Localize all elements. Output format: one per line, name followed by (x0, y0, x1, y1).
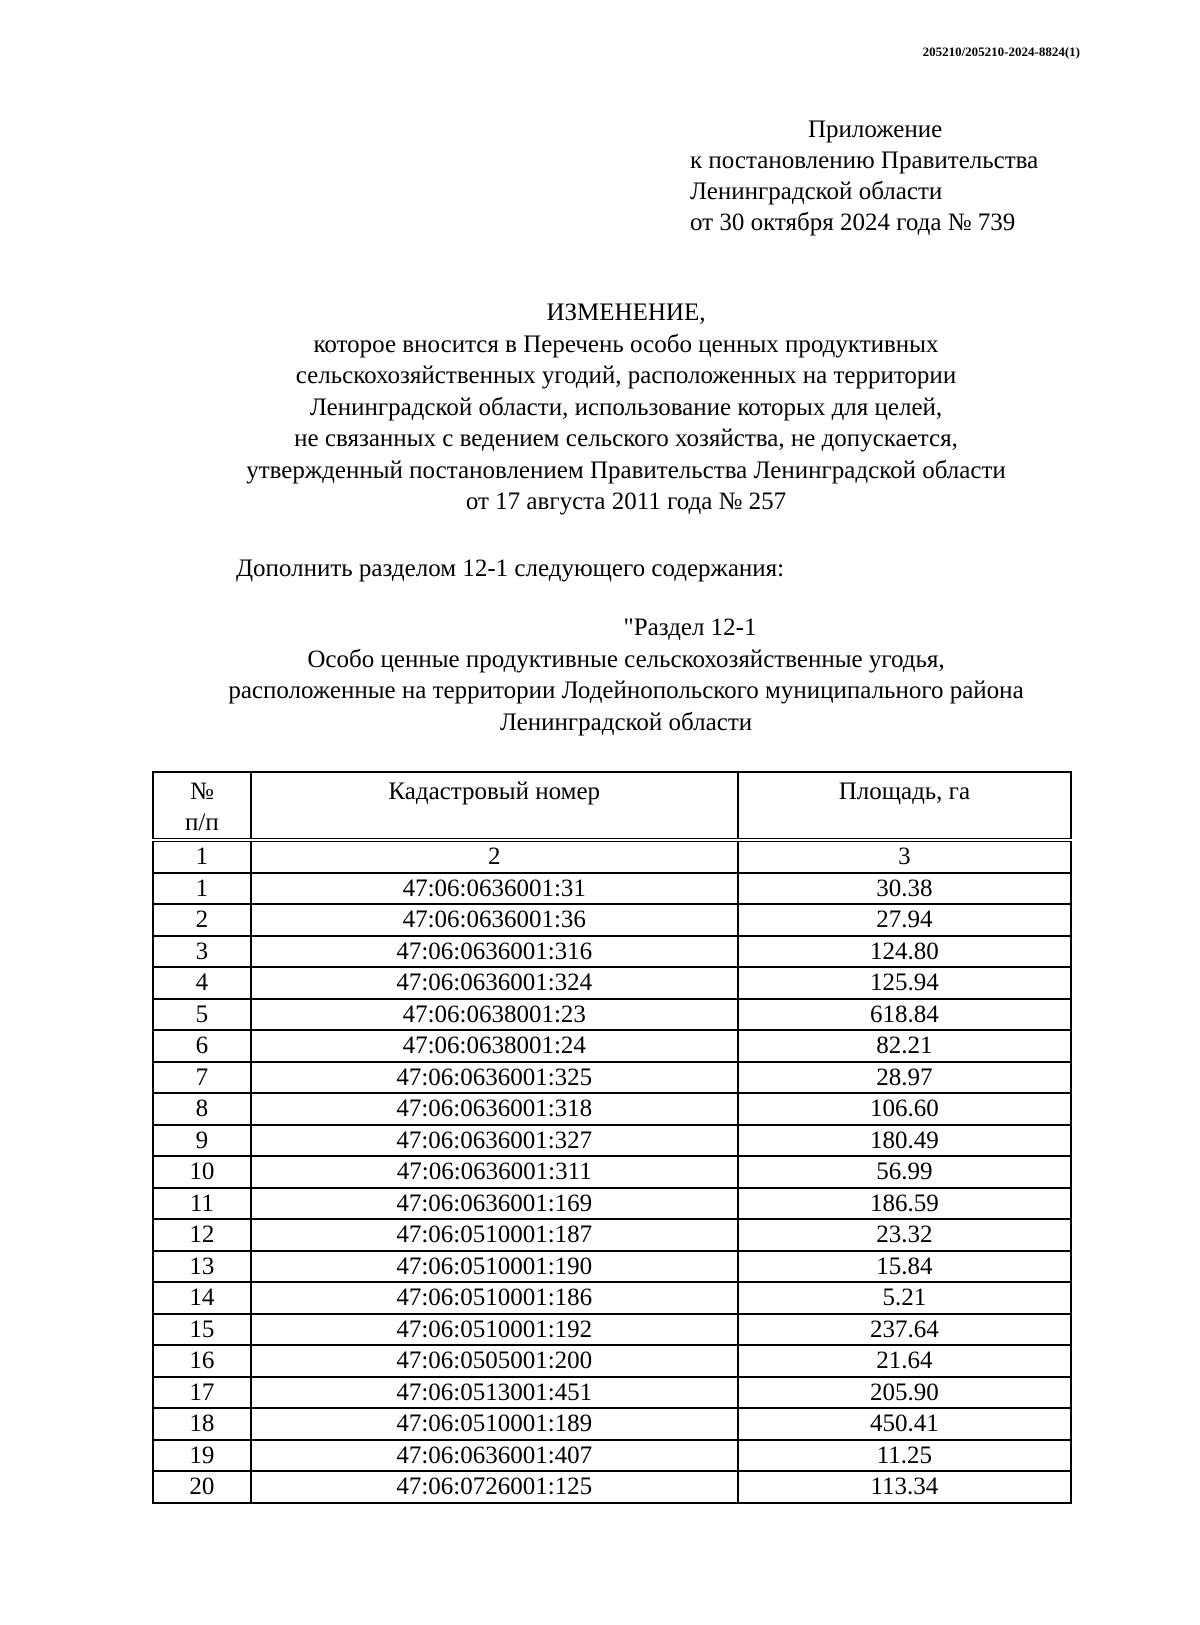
cell-number: 9 (153, 1125, 251, 1157)
table-row (153, 1251, 1071, 1283)
table-row (153, 1471, 1071, 1503)
title-line: от 17 августа 2011 года № 257 (465, 488, 787, 515)
title-line: сельскохозяйственных угодий, расположенных на территории (295, 362, 957, 389)
cell-area: 237.64 (738, 1314, 1071, 1346)
cell-cadastral: 47:06:0638001:23 (251, 999, 738, 1031)
cell-area: 124.80 (738, 936, 1071, 968)
cell-cadastral: 47:06:0513001:451 (251, 1377, 738, 1409)
appendix-header (690, 114, 1038, 238)
table-row (153, 1440, 1071, 1472)
cell-number: 8 (153, 1093, 251, 1125)
table-row (153, 1125, 1071, 1157)
cell-number: 7 (153, 1062, 251, 1094)
cell-number: 5 (153, 999, 251, 1031)
cell-cadastral: 47:06:0638001:24 (251, 1030, 738, 1062)
cell-number: 14 (153, 1282, 251, 1314)
cell-cadastral: 47:06:0636001:36 (251, 904, 738, 936)
cell-number: 12 (153, 1219, 251, 1251)
cell-cadastral: 47:06:0510001:190 (251, 1251, 738, 1283)
table-row (153, 1219, 1071, 1251)
cell-cadastral: 47:06:0636001:311 (251, 1156, 738, 1188)
cell-number: 18 (153, 1408, 251, 1440)
cell-number: 13 (153, 1251, 251, 1283)
cell-number: 16 (153, 1345, 251, 1377)
header-cadastral: Кадастровый номер (251, 772, 738, 840)
cell-area: 618.84 (738, 999, 1071, 1031)
header-area: Площадь, га (738, 772, 1071, 840)
cell-cadastral: 47:06:0636001:324 (251, 967, 738, 999)
table-row (153, 1314, 1071, 1346)
section-line: расположенные на территории Лодейнопольского муниципального района (228, 677, 1024, 704)
cell-number: 11 (153, 1188, 251, 1220)
cell-number: 3 (153, 936, 251, 968)
document-title (0, 297, 1200, 518)
title-line: не связанных с ведением сельского хозяйства, не допускается, (294, 425, 958, 452)
table-header-row (153, 772, 1071, 840)
appendix-line: от 30 октября 2024 года № 739 (690, 209, 1016, 236)
table-row (153, 1093, 1071, 1125)
table-row (153, 1188, 1071, 1220)
cell-cadastral: 47:06:0636001:169 (251, 1188, 738, 1220)
cell-number: 1 (153, 873, 251, 905)
body-paragraph: Дополнить разделом 12-1 следующего содержания: (236, 555, 785, 582)
cell-cadastral: 47:06:0636001:318 (251, 1093, 738, 1125)
cell-cadastral: 47:06:0726001:125 (251, 1471, 738, 1503)
cell-number: 2 (153, 904, 251, 936)
header-number (153, 772, 251, 840)
cell-area: 125.94 (738, 967, 1071, 999)
title-heading: ИЗМЕНЕНИЕ, (546, 299, 706, 326)
cell-cadastral: 47:06:0636001:325 (251, 1062, 738, 1094)
cell-area: 205.90 (738, 1377, 1071, 1409)
cell-cadastral: 47:06:0510001:192 (251, 1314, 738, 1346)
cell-area: 28.97 (738, 1062, 1071, 1094)
appendix-line: Приложение (808, 116, 943, 143)
cell-cadastral: 47:06:0636001:316 (251, 936, 738, 968)
column-number-row (153, 840, 1071, 873)
cell-area: 106.60 (738, 1093, 1071, 1125)
cell-area: 5.21 (738, 1282, 1071, 1314)
cell-cadastral: 47:06:0510001:189 (251, 1408, 738, 1440)
section-line: Особо ценные продуктивные сельскохозяйственные угодья, (307, 645, 945, 673)
table-row (153, 904, 1071, 936)
cell-number: 19 (153, 1440, 251, 1472)
cell-number: 17 (153, 1377, 251, 1409)
cell-area: 450.41 (738, 1408, 1071, 1440)
header-number-line: № (189, 778, 214, 805)
cell-area: 23.32 (738, 1219, 1071, 1251)
cell-cadastral: 47:06:0636001:31 (251, 873, 738, 905)
cell-cadastral: 47:06:0636001:407 (251, 1440, 738, 1472)
cell-cadastral: 47:06:0505001:200 (251, 1345, 738, 1377)
title-line: Ленинградской области, использование которых для целей, (309, 393, 943, 421)
section-heading (0, 612, 1200, 738)
appendix-line: Ленинградской области (690, 178, 943, 205)
cell-cadastral: 47:06:0510001:187 (251, 1219, 738, 1251)
cadastral-table (152, 771, 1072, 1504)
header-number-line: п/п (185, 809, 219, 836)
column-number: 3 (738, 840, 1071, 873)
section-title: "Раздел 12-1 (623, 614, 757, 641)
table-row (153, 1377, 1071, 1409)
table-row (153, 1062, 1071, 1094)
table-row (153, 999, 1071, 1031)
cell-cadastral: 47:06:0636001:327 (251, 1125, 738, 1157)
cell-area: 30.38 (738, 873, 1071, 905)
table-row (153, 1030, 1071, 1062)
table-row (153, 967, 1071, 999)
cell-area: 82.21 (738, 1030, 1071, 1062)
cell-area: 15.84 (738, 1251, 1071, 1283)
column-number: 1 (153, 840, 251, 873)
title-line: утвержденный постановлением Правительства Ленинградской области (246, 456, 1006, 484)
cell-area: 186.59 (738, 1188, 1071, 1220)
cell-area: 113.34 (738, 1471, 1071, 1503)
cell-number: 15 (153, 1314, 251, 1346)
table-row (153, 1282, 1071, 1314)
cell-area: 11.25 (738, 1440, 1071, 1472)
cell-cadastral: 47:06:0510001:186 (251, 1282, 738, 1314)
cell-number: 10 (153, 1156, 251, 1188)
document-id: 205210/205210-2024-8824(1) (922, 44, 1080, 59)
table-row (153, 936, 1071, 968)
cell-area: 27.94 (738, 904, 1071, 936)
table-row (153, 873, 1071, 905)
column-number: 2 (251, 840, 738, 873)
cell-area: 56.99 (738, 1156, 1071, 1188)
appendix-line: к постановлению Правительства (690, 147, 1039, 174)
title-line: которое вносится в Перечень особо ценных продуктивных (313, 330, 939, 358)
cell-number: 4 (153, 967, 251, 999)
cell-number: 20 (153, 1471, 251, 1503)
table-row (153, 1156, 1071, 1188)
cell-area: 180.49 (738, 1125, 1071, 1157)
section-line: Ленинградской области (499, 708, 753, 736)
cell-area: 21.64 (738, 1345, 1071, 1377)
cell-number: 6 (153, 1030, 251, 1062)
table-row (153, 1408, 1071, 1440)
table-row (153, 1345, 1071, 1377)
